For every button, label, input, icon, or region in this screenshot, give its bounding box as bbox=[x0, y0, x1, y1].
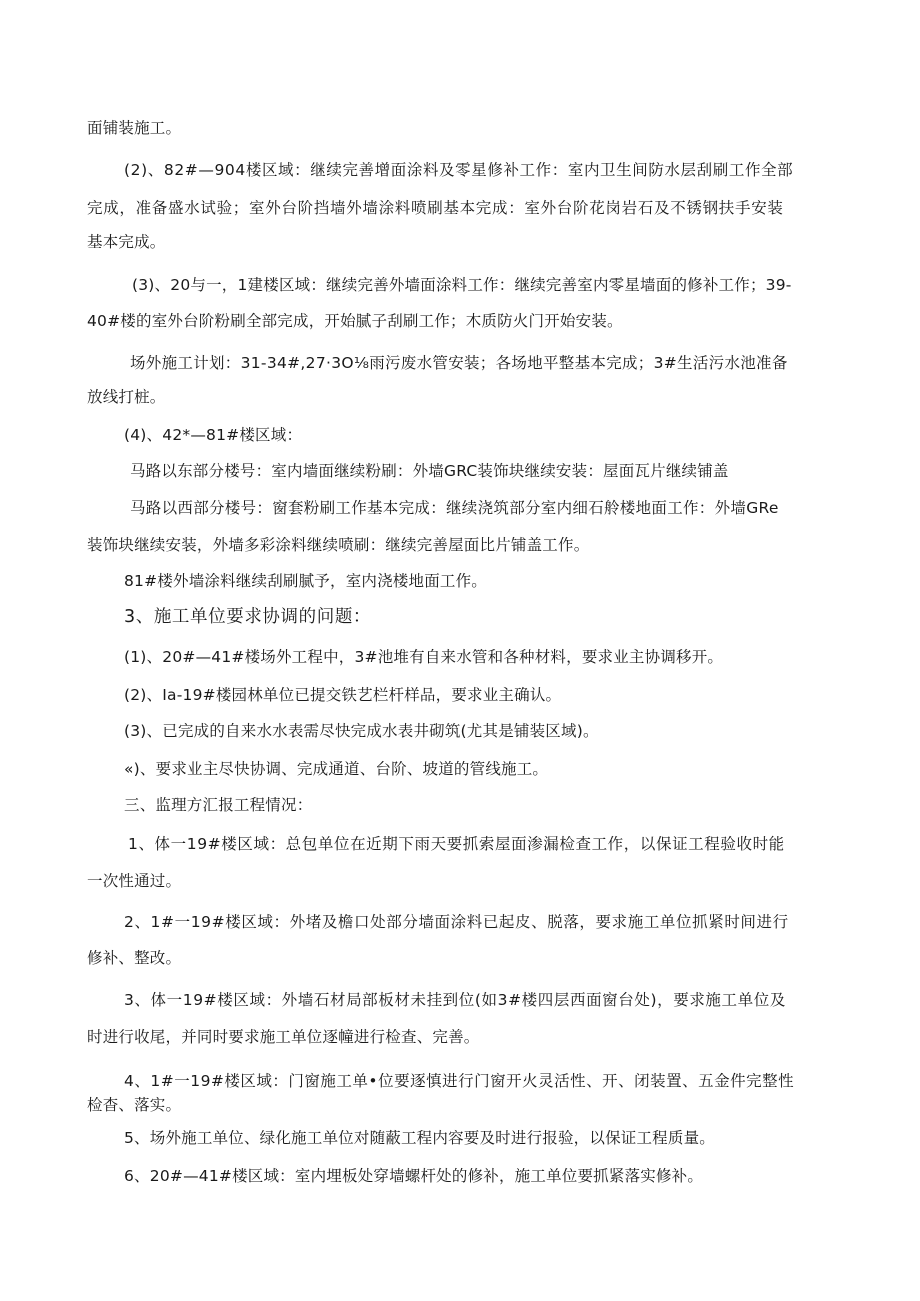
text-line: 2、1#一19#楼区域：外堵及檐口处部分墙面涂料已起皮、脱落，要求施工单位抓紧时间进行 bbox=[124, 913, 789, 931]
text-line: 三、监理方汇报工程情况： bbox=[124, 796, 313, 814]
text-line: 检杳、落实。 bbox=[87, 1096, 182, 1114]
text-line: (2)、82#—904楼区域：继续完善增面涂料及零星修补工作：室内卫生间防水层刮刷工作全部 bbox=[124, 161, 794, 179]
text-line: (4)、42*—81#楼区域： bbox=[124, 426, 303, 444]
text-line: 6、20#—41#楼区域：室内埋板处穿墙螺杆处的修补，施工单位要抓紧落实修补。 bbox=[124, 1167, 704, 1185]
text-line: «)、要求业主尽快协调、完成通道、台阶、坡道的管线施工。 bbox=[124, 760, 549, 778]
text-line: 场外施工计划：31-34#,27·3O⅛雨污废水管安装；各场地平整基本完成；3#生活污水池准备 bbox=[130, 354, 788, 372]
text-line: 修补、整改。 bbox=[87, 949, 182, 967]
section-heading: 3、施工单位要求协调的问题： bbox=[124, 607, 372, 627]
text-line: 放线打桩。 bbox=[87, 388, 166, 406]
text-line: 5、场外施工单位、绿化施工单位对随蔽工程内容要及时进行报验，以保证工程质量。 bbox=[124, 1129, 715, 1147]
text-line: (2)、Ia-19#楼园林单位已提交铁艺栏杆样品，要求业主确认。 bbox=[124, 686, 562, 704]
text-line: 装饰块继续安装，外墙多彩涂料继续喷刷：继续完善屋面比片铺盖工作。 bbox=[87, 536, 590, 554]
text-line: 4、1#一19#楼区域：门窗施工单•位要逐慎进行门窗开火灵活性、开、闭装置、五金件完整性 bbox=[124, 1072, 795, 1090]
text-line: (3)、已完成的自来水水表需尽快完成水表井砌筑(尤其是铺装区域)。 bbox=[124, 722, 599, 740]
text-line: 面铺装施工。 bbox=[87, 119, 182, 137]
text-line: 40#楼的室外台阶粉刷全部完成，开始腻子刮刷工作；木质防火门开始安装。 bbox=[87, 312, 623, 330]
text-line: (3)、20与一，1建楼区域：继续完善外墙面涂料工作：继续完善室内零星墙面的修补工作；39- bbox=[132, 276, 792, 294]
text-line: 3、体一19#楼区域：外墙石材局部板材未挂到位(如3#楼四层西面窗台处)，要求施工单位及 bbox=[124, 991, 786, 1009]
text-line: (1)、20#—41#楼场外工程中，3#池堆有自来水管和各种材料，要求业主协调移开。 bbox=[124, 648, 724, 666]
text-line: 马路以东部分楼号：室内墙面继续粉刷：外墙GRC装饰块继续安装：屋面瓦片继续铺盖 bbox=[130, 462, 729, 480]
text-line: 1、体一19#楼区域：总包单位在近期下雨天要抓索屋面渗漏检查工作，以保证工程验收时能 bbox=[128, 835, 785, 853]
text-line: 81#楼外墙涂料继续刮刷腻予，室内浇楼地面工作。 bbox=[124, 572, 488, 590]
text-line: 完成，准备盛水试验；室外台阶挡墙外墙涂料喷刷基本完成：室外台阶花岗岩石及不锈钢扶手安装 bbox=[87, 199, 784, 217]
text-line: 时进行收尾，并同时要求施工单位逐幢进行检查、完善。 bbox=[87, 1028, 480, 1046]
text-line: 一次性通过。 bbox=[87, 872, 182, 890]
text-line: 马路以西部分楼号：窗套粉刷工作基本完成：继续浇筑部分室内细石舲楼地面工作：外墙GRe bbox=[130, 499, 779, 517]
text-line: 基本完成。 bbox=[87, 233, 166, 251]
